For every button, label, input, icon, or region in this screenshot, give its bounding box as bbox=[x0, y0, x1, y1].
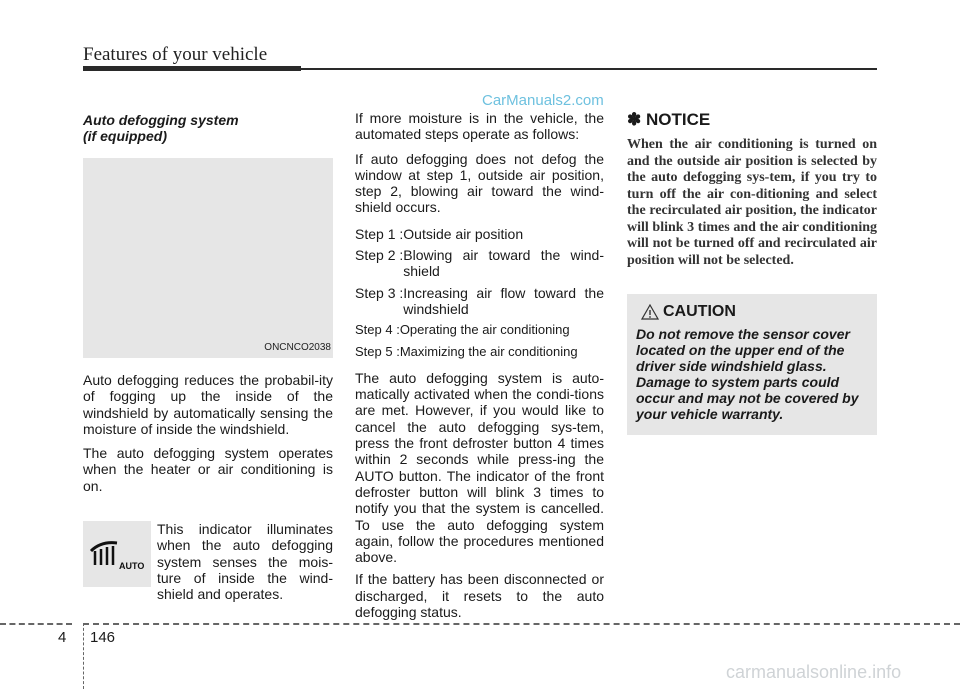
footer-rule-left bbox=[0, 623, 72, 625]
middle-column bbox=[355, 110, 604, 620]
notice-heading bbox=[627, 110, 877, 130]
watermark-text: CarManuals2.com bbox=[482, 92, 604, 109]
paragraph-battery: If the battery has been disconnected or discharged, it resets to the auto defogging status. bbox=[355, 571, 604, 621]
step-item bbox=[355, 285, 604, 318]
indicator-description: This indicator illuminates when the auto defogging system senses the mois-ture of inside the wind-shield and operates. bbox=[157, 521, 333, 603]
paragraph-operation: The auto defogging system operates when the heater or air conditioning is on. bbox=[83, 445, 333, 494]
step-item bbox=[355, 322, 604, 338]
auto-defog-icon bbox=[83, 521, 151, 587]
site-watermark: carmanualsonline.info bbox=[726, 662, 902, 682]
caution-box bbox=[627, 294, 877, 435]
caution-body: Do not remove the sensor cover located on the upper end of the driver side windshield glass. Damage to system parts could occur and may not be covered by your vehicle warranty. bbox=[636, 326, 859, 422]
section-title: Auto defogging system bbox=[83, 112, 239, 128]
notice-icon: ✽ bbox=[627, 110, 642, 129]
step-item bbox=[355, 226, 604, 242]
step-text: Maximizing the air conditioning bbox=[399, 343, 578, 359]
page-header-title: Features of your vehicle bbox=[83, 44, 268, 65]
chapter-number: 4 bbox=[58, 629, 67, 646]
step-label: Step 4 : bbox=[355, 322, 400, 338]
caution-title: CAUTION bbox=[663, 303, 736, 320]
notice-title: NOTICE bbox=[645, 110, 711, 129]
footer-rule-right bbox=[83, 623, 960, 625]
paragraph-cancel: The auto defogging system is auto-matically activated when the condi-tions are met. However, if you would like to cancel the auto defogging sys-tem, press the front defroster button 4 times within 2 seconds while press-ing the AUTO button. The indicator of the front defroster button will blink 3 times to notify you that the system is cancelled. To use the auto defogging system again, follow the procedures mentioned above. bbox=[355, 369, 604, 566]
step-label: Step 5 : bbox=[355, 343, 400, 359]
paragraph-intro: Auto defogging reduces the probabil-ity of fogging up the inside of the windshield by automatically sensing the moisture of inside the windshield. bbox=[83, 372, 333, 437]
image-code: ONCNCO2038 bbox=[264, 341, 331, 353]
paragraph-moisture: If more moisture is in the vehicle, the automated steps operate as follows: bbox=[355, 110, 604, 143]
step-list bbox=[355, 226, 604, 360]
warning-triangle-icon bbox=[641, 304, 659, 320]
step-label: Step 3 : bbox=[355, 284, 404, 301]
header-rule-thin bbox=[301, 68, 877, 70]
paragraph-step-escalation: If auto defogging does not defog the window at step 1, outside air position, step 2, blowing air toward the wind-shield occurs. bbox=[355, 150, 604, 216]
footer-divider bbox=[83, 623, 84, 689]
notice-body: When the air conditioning is turned on and the outside air position is selected by the auto defogging sys-tem, if you try to turn off the air con-ditioning and select the recirculated air position, the indicator will blink 3 times and the air conditioning will not be turned off and recirculated air position will not be selected. bbox=[627, 137, 877, 268]
auto-icon-label: AUTO bbox=[119, 561, 145, 572]
header-rule-thick bbox=[83, 66, 301, 71]
indicator-block bbox=[83, 521, 333, 602]
illustration-placeholder bbox=[83, 158, 333, 358]
step-item bbox=[355, 247, 604, 280]
step-text: Outside air position bbox=[403, 225, 524, 242]
step-text: Increasing air flow toward the windshield bbox=[403, 284, 604, 317]
step-text: Blowing air toward the wind-shield bbox=[403, 247, 604, 280]
step-label: Step 1 : bbox=[355, 225, 404, 242]
right-column bbox=[627, 110, 877, 269]
section-subtitle: (if equipped) bbox=[83, 128, 167, 144]
step-item bbox=[355, 344, 604, 360]
caution-heading bbox=[641, 303, 736, 321]
step-label: Step 2 : bbox=[355, 247, 404, 264]
step-text: Operating the air conditioning bbox=[399, 322, 570, 338]
page-number: 146 bbox=[90, 629, 116, 646]
left-column bbox=[83, 112, 333, 603]
